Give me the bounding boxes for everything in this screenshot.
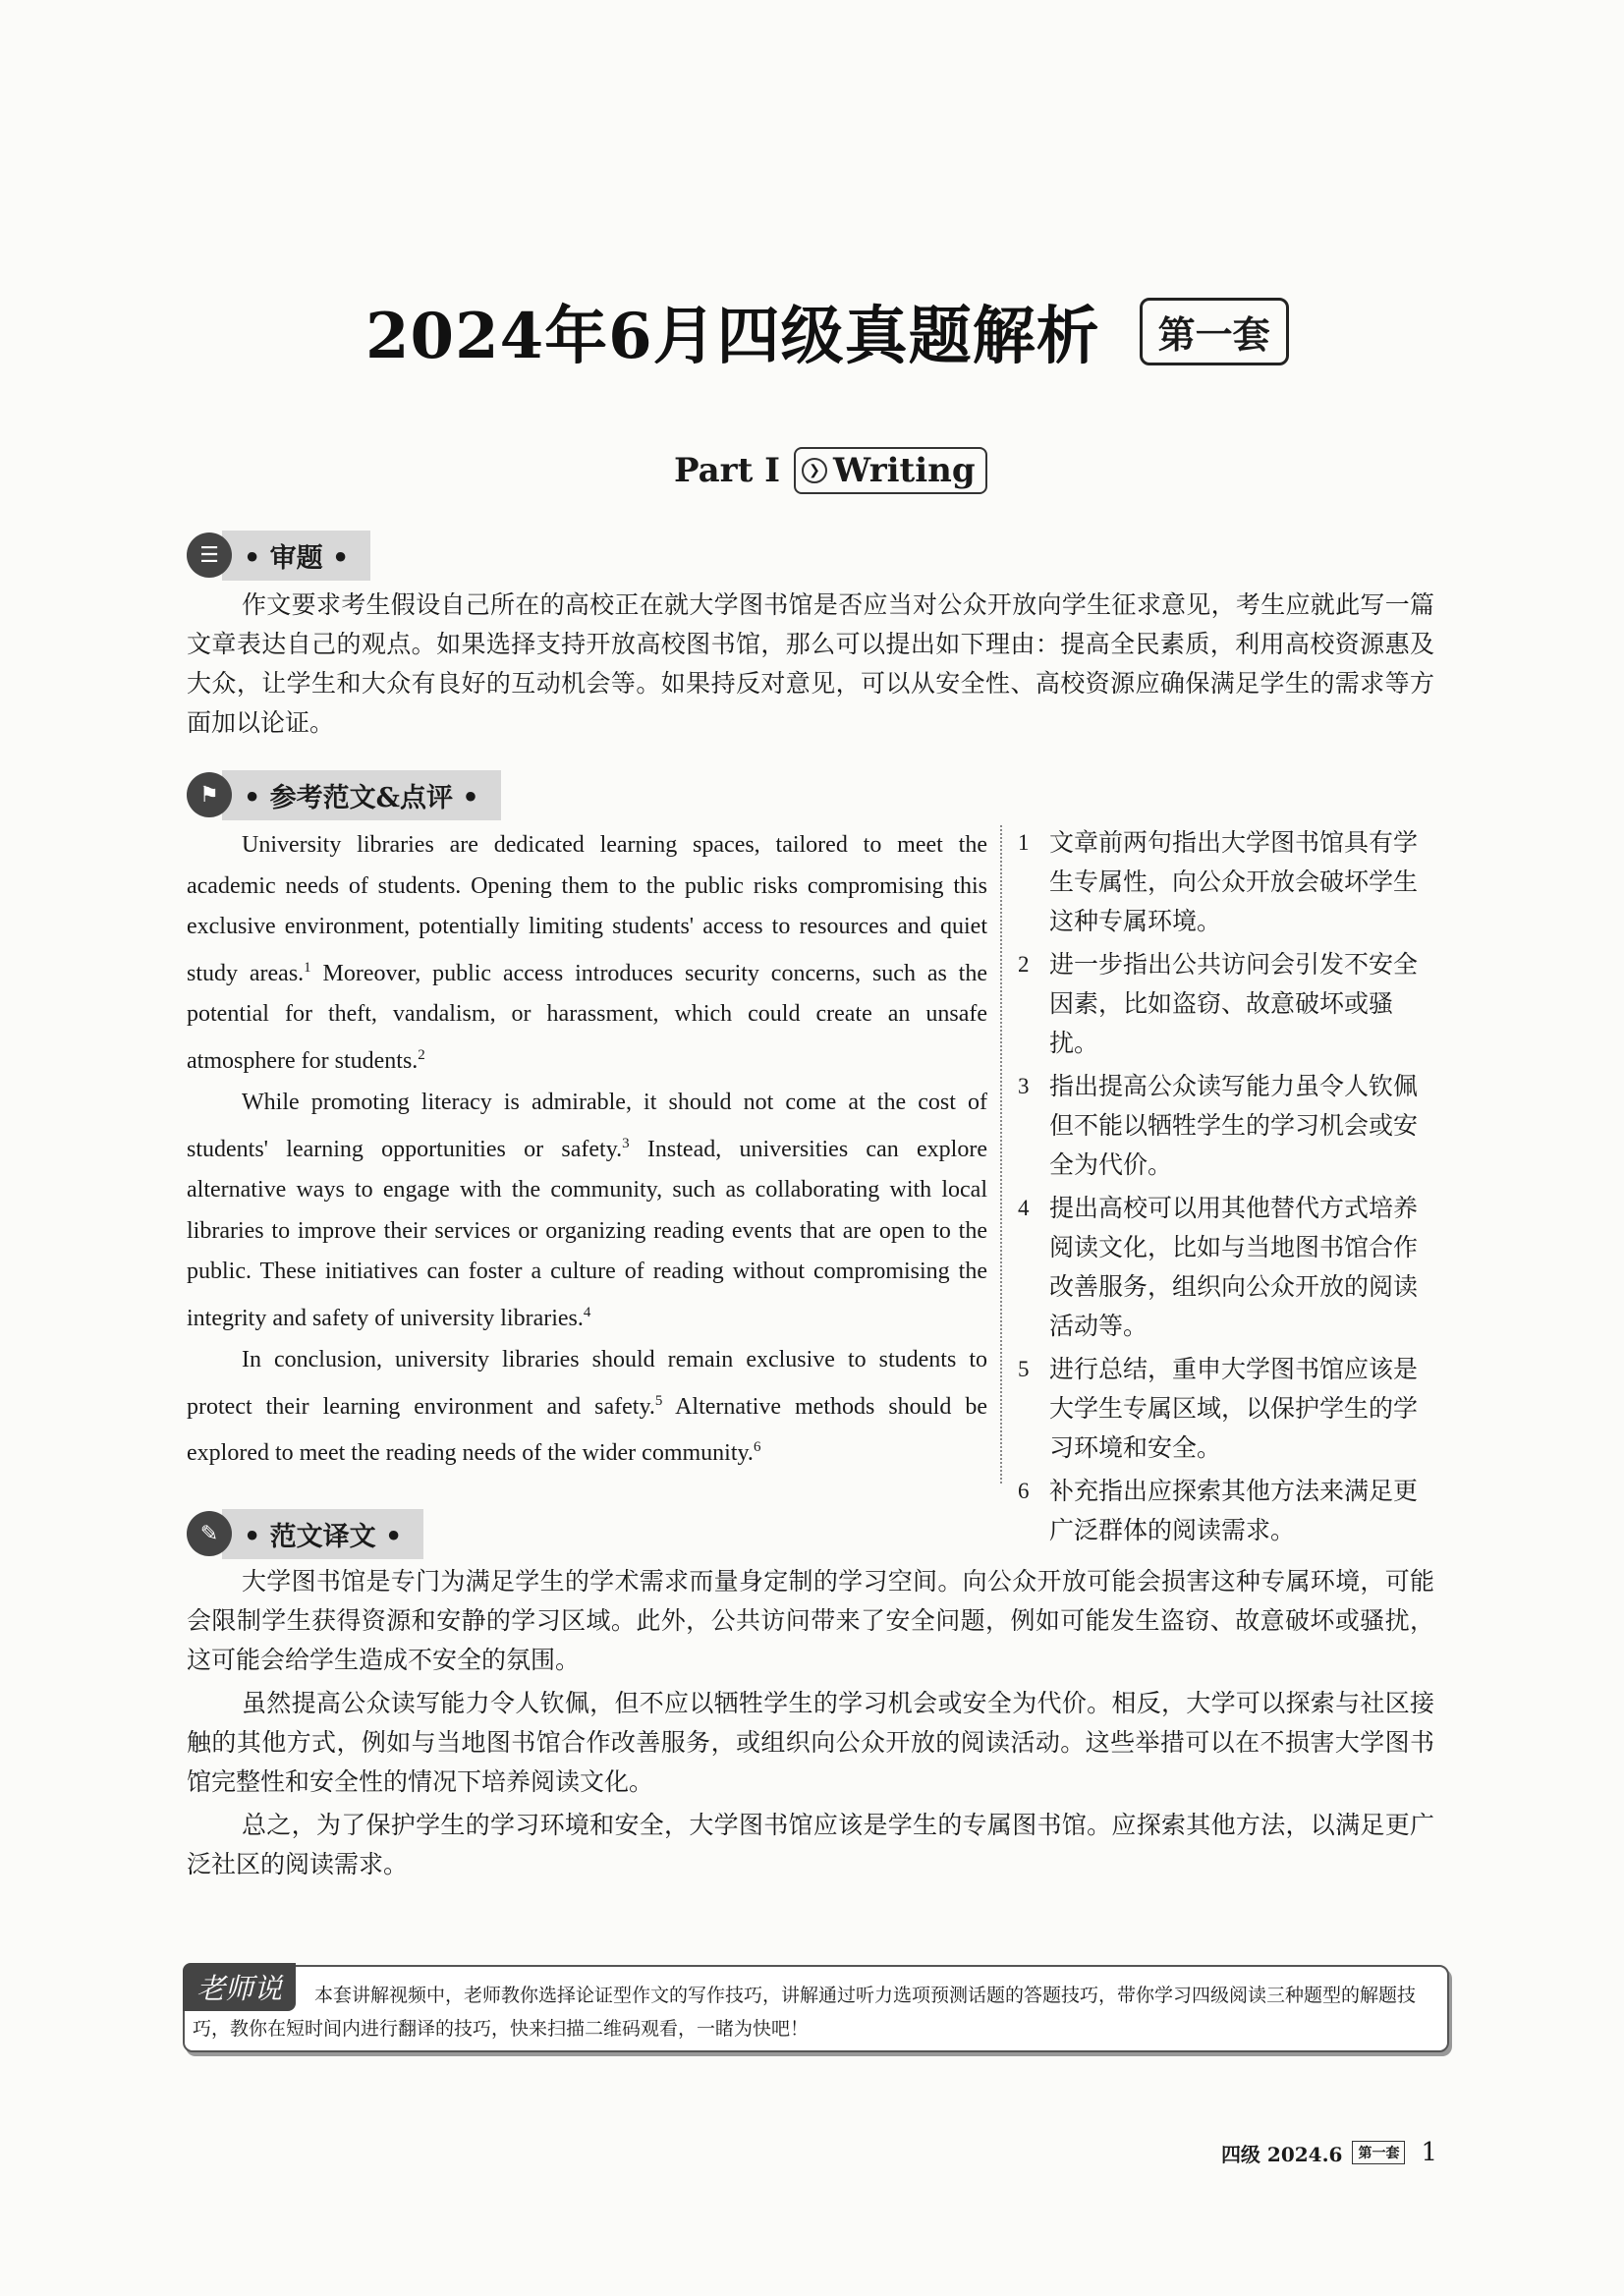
page-title-block: [365, 277, 1289, 385]
essay-paragraph: University libraries are dedicated learning spaces, tailored to meet the academic needs of students. Opening them to the public risks compromising this exclusive environment, potentially limiting students' access to resources and quiet study areas.$^1$ Moreover, public access introduces security concerns, such as the potential for theft, vandalism, or harassment, which could create an unsafe atmosphere for students.$^2$: [187, 832, 988, 1074]
page-number: 1: [1421, 2138, 1437, 2167]
part-heading: [674, 447, 987, 494]
translation-paragraph: 总之，为了保护学生的学习环境和安全，大学图书馆应该是学生的专属图书馆。应探索其他方法，以满足更广泛社区的阅读需求。: [187, 1811, 1434, 1878]
footer-badge: 第一套: [1352, 2141, 1405, 2164]
set-badge: 第一套: [1140, 298, 1289, 365]
translation-paragraph: 大学图书馆是专门为满足学生的学术需求而量身定制的学习空间。向公众开放可能会损害这种专属环境，可能会限制学生获得资源和安静的学习区域。此外，公共访问带来了安全问题，例如可能发生盗窃、故意破坏或骚扰，这可能会给学生造成不安全的氛围。: [187, 1567, 1434, 1674]
document-icon: ☰: [187, 532, 232, 578]
note-item: 3 指出提高公众读写能力虽令人钦佩但不能以牺牲学生的学习机会或安全为代价。: [1018, 1072, 1419, 1179]
note-item: 1 文章前两句指出大学图书馆具有学生专属性，向公众开放会破坏学生这种专属环境。: [1018, 828, 1419, 935]
review-text: 作文要求考生假设自己所在的高校正在就大学图书馆是否应当对公众开放向学生征求意见，考生应就此写一篇文章表达自己的观点。如果选择支持开放高校图书馆，那么可以提出如下理由：提高全民素质，利用高校资源惠及大众，让学生和大众有良好的互动机会等。如果持反对意见，可以从安全性、高校资源应确保满足学生的需求等方面加以论证。: [187, 590, 1434, 737]
note-item: 4 提出高校可以用其他替代方式培养阅读文化，比如与当地图书馆合作改善服务，组织向公众开放的阅读活动等。: [1018, 1194, 1419, 1340]
teacher-tip-box: [183, 1965, 1449, 2052]
section-label-sample: • 参考范文&点评 •: [222, 770, 501, 820]
flag-icon: ⚑: [187, 772, 232, 817]
note-item: 5 进行总结，重申大学图书馆应该是大学生专属区域，以保护学生的学习环境和安全。: [1018, 1355, 1419, 1462]
translation-paragraph: 虽然提高公众读写能力令人钦佩，但不应以牺牲学生的学习机会或安全为代价。相反，大学可以探索与社区接触的其他方式，例如与当地图书馆合作改善服务，或组织向公众开放的阅读活动。这些举措可以在不损害大学图书馆完整性和安全性的情况下培养阅读文化。: [187, 1689, 1434, 1796]
note-item: 6 补充指出应探索其他方法来满足更广泛群体的阅读需求。: [1018, 1477, 1419, 1544]
column-divider: [1000, 825, 1002, 1484]
note-item: 2 进一步指出公共访问会引发不安全因素，比如盗窃、故意破坏或骚扰。: [1018, 950, 1419, 1057]
pen-icon: ✎: [187, 1511, 232, 1556]
section-header-sample: [187, 770, 501, 819]
sample-essay: [187, 825, 987, 1476]
teacher-tip-text: 本套讲解视频中，老师教你选择论证型作文的写作技巧，讲解通过听力选项预测话题的答题技巧，带你学习四级阅读三种题型的解题技巧，教你在短时间内进行翻译的技巧，快来扫描二维码观看，一睹为快吧！: [193, 1985, 1417, 2040]
translation-text: [187, 1562, 1434, 1888]
page-title: 2024年6月四级真题解析: [365, 300, 1100, 373]
part-name-badge: [794, 447, 987, 494]
footer-label: 四级 2024.6: [1220, 2142, 1343, 2166]
section-label-review: • 审题 •: [222, 531, 370, 581]
page-footer: [1221, 2138, 1437, 2167]
section-header-review: [187, 531, 370, 580]
part-label: Part I: [674, 451, 781, 490]
section-header-translation: [187, 1509, 423, 1558]
teacher-tip-tag: 老师说: [183, 1963, 296, 2011]
chevron-right-icon: ❯: [802, 458, 827, 483]
part-name: Writing: [833, 451, 976, 490]
essay-paragraph: In conclusion, university libraries should remain exclusive to students to protect their learning environment and safety.$^5$ Alternative methods should be explored to meet the reading needs of the wider community.$^6$: [187, 1347, 987, 1466]
essay-paragraph: While promoting literacy is admirable, it should not come at the cost of students' learning opportunities or safety.$^3$ Instead, universities can explore alternative ways to engage with the community, such as collaborating with local libraries to improve their services or organizing reading events that are open to the public. These initiatives can foster a culture of reading without compromising the integrity and safety of university libraries.$^4$: [187, 1090, 987, 1331]
commentary-notes: [1018, 823, 1440, 1554]
section-label-translation: • 范文译文 •: [222, 1509, 423, 1559]
